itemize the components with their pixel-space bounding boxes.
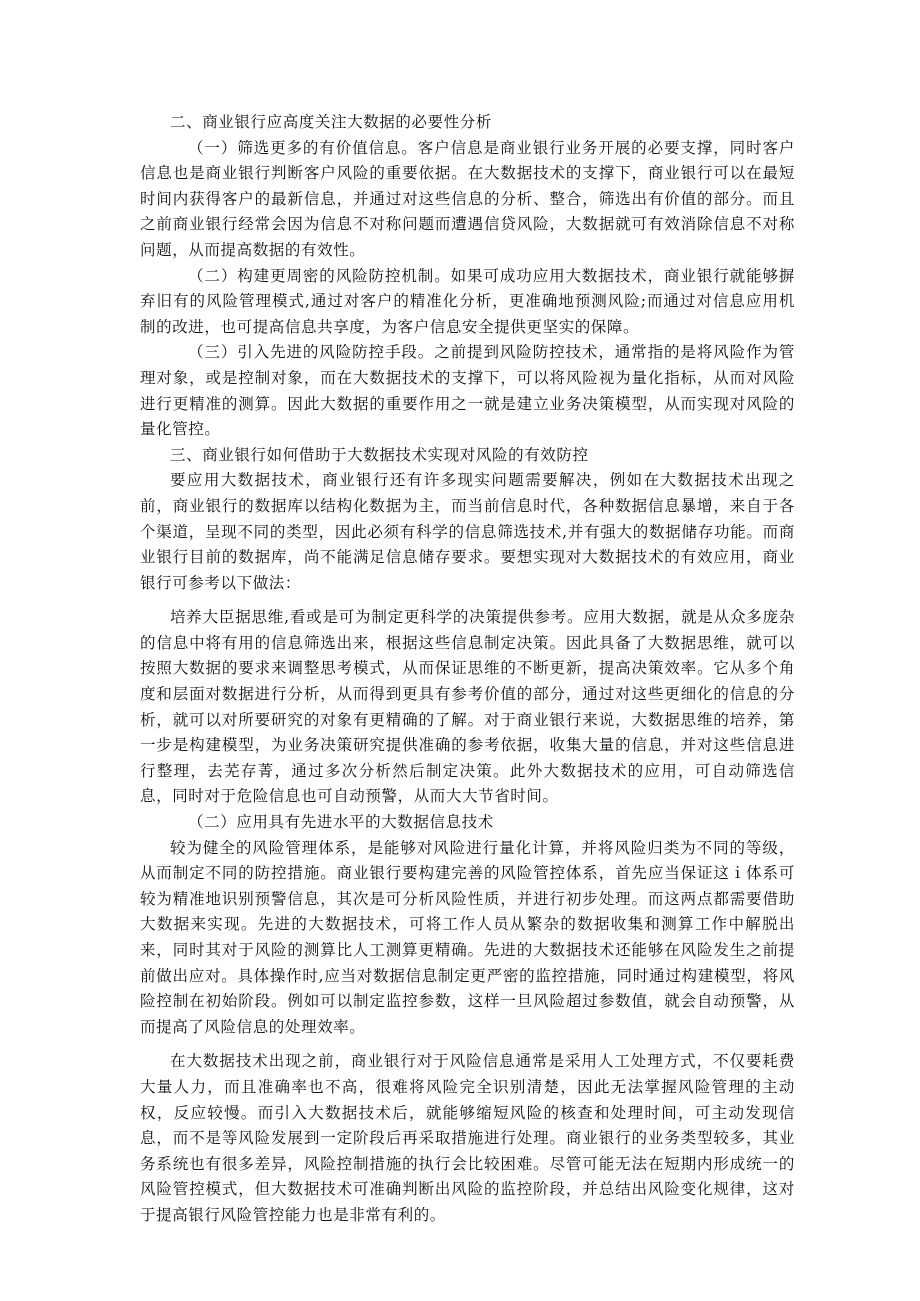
paragraph-big-data-thinking: 培养大臣据思维,看或是可为制定更科学的决策提供参考。应用大数据，就是从众多庞杂的信息中将有用的信息筛选出来，根据这些信息制定决策。因此具备了大数据思维，就可以按照大数据的要求来调整思考模式，从而保证思维的不断更新，提高决策效率。它从多个角度和层面对数据进行分析，从而得到更具有参考价值的部分，通过对这些更细化的信息的分析，就可以对所要研究的对象有更精确的了解。对于商业银行来说，大数据思维的培养，第一步是构建模型，为业务决策研究提供准确的参考依据，收集大量的信息，并对这些信息进行整理，去芜存菁，通过多次分析然后制定决策。此外大数据技术的应用，可自动筛选信息，同时对于危险信息也可自动预警，从而大大节省时间。	[140, 608, 795, 806]
paragraph-risk-control-mechanism: （二）构建更周密的风险防控机制。如果可成功应用大数据技术，商业银行就能够摒弃旧有的风险管理模式,通过对客户的精准化分析，更准确地预测风险;而通过对信息应用机制的改进，也可提高信息共享度，为客户信息安全提供更坚实的保障。	[140, 266, 795, 336]
paragraph-practical-problems: 要应用大数据技术，商业银行还有许多现实问题需要解决，例如在大数据技术出现之前，商业银行的数据库以结构化数据为主，而当前信息时代，各种数据信息暴增，来自于各个渠道，呈现不同的类型，因此必须有科学的信息筛选技术,并有强大的数据储存功能。而商业银行目前的数据库，尚不能满足信息储存要求。要想实现对大数据技术的有效应用，商业银行可参考以下做法：	[140, 471, 795, 592]
paragraph-advanced-control-means: （三）引入先进的风险防控手段。之前提到风险防控技术，通常指的是将风险作为管理对象，或是控制对象，而在大数据技术的支撑下，可以将风险视为量化指标，从而对风险进行更精准的测算。因此大数据的重要作用之一就是建立业务决策模型，从而实现对风险的量化管控。	[140, 343, 795, 439]
paragraph-filter-valuable-info: （一）筛选更多的有价值信息。客户信息是商业银行业务开展的必要支撑，同时客户信息也是商业银行判断客户风险的重要依据。在大数据技术的支撑下，商业银行可以在最短时间内获得客户的最新信息，并通过对这些信息的分析、整合，筛选出有价值的部分。而且之前商业银行经常会因为信息不对称问题而遭遇信贷风险，大数据就可有效消除信息不对称问题，从而提高数据的有效性。	[140, 138, 795, 259]
paragraph-risk-management-system: 较为健全的风险管理体系，是能够对风险进行量化计算，并将风险归类为不同的等级，从而制定不同的防控措施。商业银行要构建完善的风险管控体系，首先应当保证这ｉ体系可较为精准地识别预警信息，其次是可分析风险性质，并进行初步处理。而这两点都需要借助大数据来实现。先进的大数据技术，可将工作人员从繁杂的数据收集和测算工作中解脱出来，同时其对于风险的测算比人工测算更精确。先进的大数据技术还能够在风险发生之前提前做出应对。具体操作时,应当对数据信息制定更严密的监控措施，同时通过构建模型，将风险控制在初始阶段。例如可以制定监控参数，这样一旦风险超过参数值，就会自动预警，从而提高了风险信息的处理效率。	[140, 838, 795, 1036]
document-body	[140, 110, 795, 1229]
section-heading-3: 三、商业银行如何借助于大数据技术实现对风险的有效防控	[170, 445, 589, 464]
section-heading-2: 二、商业银行应高度关注大数据的必要性分析	[170, 113, 493, 131]
paragraph-before-big-data: 在大数据技术出现之前，商业银行对于风险信息通常是采用人工处理方式，不仅要耗费大量人力，而且准确率也不高，很难将风险完全识别清楚，因此无法掌握风险管理的主动权，反应较慢。而引入大数据技术后，就能够缩短风险的核查和处理时间，可主动发现信息，而不是等风险发展到一定阶段后再采取措施进行处理。商业银行的业务类型较多，其业务系统也有很多差异，风险控制措施的执行会比较困难。尽管可能无法在短期内形成统一的风险管控模式，但大数据技术可准确判断出风险的监控阶段，并总结出风险变化规律，这对于提高银行风险管控能力也是非常有利的。	[140, 1052, 795, 1224]
subsection-heading-advanced-tech: （二）应用具有先进水平的大数据信息技术	[188, 813, 494, 832]
